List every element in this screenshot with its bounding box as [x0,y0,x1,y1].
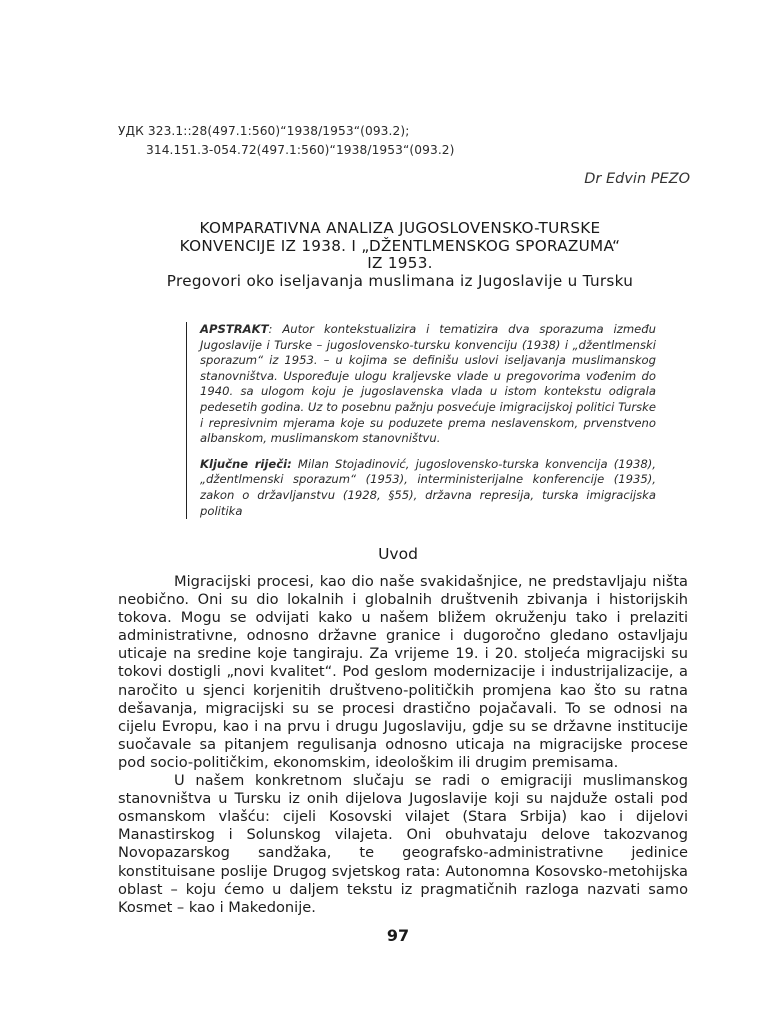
abstract-paragraph [200,322,656,447]
title-line-3: IZ 1953. [367,254,433,272]
abstract-text: : Autor kontekstualizira i tematizira dva sporazuma između Jugoslavije i Turske – jugoslovensko-tursku konvenciju (1938) i „džentlmenski sporazum“ iz 1953. – u kojima se definišu uslovi iseljavanja muslimanskog stanovništva. Uspoređuje ulogu kraljevske vlade u pregovorima vođenim do 1940. sa ulogom koju je jugoslavenska vlada u istom kontekstu odigrala pedesetih godina. Uz to posebnu pažnju posvećuje imigracijskoj politici Turske i represivnim mjerama koje su poduzete prema neslavenskom, prvenstveno albanskom, muslimanskom stanovništvu. [200,322,656,446]
title-line-2: KONVENCIJE IZ 1938. I „DŽENTLMENSKOG SPORAZUMA“ [179,236,621,255]
body-text [118,573,688,917]
title-line-1: KOMPARATIVNA ANALIZA JUGOSLOVENSKO-TURSKE [199,219,601,237]
udk-line-2: 314.151.3-054.72(497.1:560)“1938/1953“(093.2) [146,143,455,157]
author-name: Dr Edvin PEZO [584,171,690,187]
abstract-label: APSTRAKT [200,322,269,336]
title-subtitle: Pregovori oko iseljavanja muslimana iz Jugoslavije u Tursku [166,271,634,290]
body-paragraph-1: Migracijski procesi, kao dio naše svakidašnjice, ne predstavljaju ništa neobično. Oni su dio lokalnih i globalnih društvenih zbivanja i historijskih tokova. Mogu se odvijati kako u našem bližem okruženju tako i prelaziti administrativne, odnosno državne granice i dugoročno gledano ostavljaju uticaje na sredine koje tangiraju. Za vrijeme 19. i 20. stoljeća migracijski su tokovi dostigli „novi kvalitet“. Pod geslom modernizacije i industrijalizacije, a naročito u sjenci korjenitih društveno-političkih promjena kao što su ratna dešavanja, migracijski su se procesi drastično pojačavali. To se odnosi na cijelu Evropu, kao i na prvu i drugu Jugoslaviju, gdje su se državne institucije suočavale sa pitanjem regulisanja odnosno uticaja na migracijske procese pod socio-političkim, ekonomskim, ideološkim ili drugim premisama. [118,573,688,771]
article-title [100,220,700,290]
section-heading: Uvod [378,545,418,563]
body-paragraph-2: U našem konkretnom slučaju se radi o emigraciji muslimanskog stanovništva u Tursku iz onih dijelova Jugoslavije koji su najduže ostali pod osmanskom vlašću: cijeli Kosovski vilajet (Stara Srbija) kao i dijelovi Manastirskog i Solunskog vilajeta. Oni obuhvataju delove takozvanog Novopazarskog sandžaka, te geografsko-administrativne jedinice konstituisane poslije Drugog svjetskog rata: Autonomna Kosovsko-metohijska oblast – koju ćemo u daljem tekstu iz pragmatičnih razloga nazvati samo Kosmet – kao i Makedonije. [118,772,688,916]
keywords-label: Ključne riječi: [200,456,292,471]
udk-classification [118,122,455,160]
page-number: 97 [386,926,410,945]
keywords-paragraph [200,457,656,519]
keywords-text: Milan Stojadinović, jugoslovensko-turska konvencija (1938), „džentlmenski sporazum“ (1953), interministerijalne konferencije (1935), zakon o državljanstvu (1928, §55), državna represija, turska imigracijska politika [200,456,656,518]
abstract-block [186,322,656,519]
udk-line-1: УДК 323.1::28(497.1:560)“1938/1953“(093.2); [118,124,410,138]
